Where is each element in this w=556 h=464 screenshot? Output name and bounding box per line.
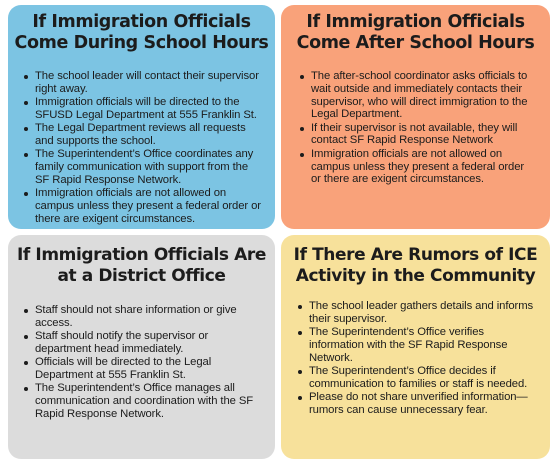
list-item: Officials will be directed to the Legal Department at 555 Franklin St.: [22, 356, 267, 382]
card-title: If Immigration Officials Come During School Hours: [14, 12, 269, 53]
card-title: If There Are Rumors of ICE Activity in the Community: [293, 245, 538, 286]
list-item: The Superintendent’s Office verifies information with the SF Rapid Response Network.: [296, 326, 538, 364]
list-item: Immigration officials will be directed to the SFUSD Legal Department at 555 Franklin St.: [22, 96, 263, 122]
card-title: If Immigration Officials Are at a District Office: [16, 245, 267, 286]
card-district-office: [8, 235, 275, 459]
list-item: The after-school coordinator asks officials to wait outside and immediately contacts their supervisor, who will direct immigration to the Legal Department.: [298, 70, 536, 121]
card-list: [22, 70, 263, 226]
card-during-school-hours: [8, 5, 275, 229]
list-item: The school leader gathers details and informs their supervisor.: [296, 300, 538, 326]
card-after-school-hours: [281, 5, 550, 229]
card-title: If Immigration Officials Come After School Hours: [296, 12, 535, 53]
list-item: The Superintendent’s Office manages all communication and coordination with the SF Rapid Response Network.: [22, 382, 267, 420]
list-item: Please do not share unverified information—rumors can cause unnecessary fear.: [296, 391, 538, 417]
list-item: Immigration officials are not allowed on campus unless they present a federal order or there are exigent circumstances.: [22, 187, 263, 225]
list-item: The Superintendent’s Office coordinates any family communication with support from the SF Rapid Response Network.: [22, 148, 263, 186]
list-item: Staff should notify the supervisor or department head immediately.: [22, 330, 267, 356]
list-item: The Superintendent’s Office decides if communication to families or staff is needed.: [296, 365, 538, 391]
card-list: [298, 70, 536, 186]
card-list: [296, 300, 538, 417]
list-item: The Legal Department reviews all requests and supports the school.: [22, 122, 263, 148]
list-item: Immigration officials are not allowed on campus unless they present a federal order or there are exigent circumstances.: [298, 148, 536, 186]
list-item: Staff should not share information or give access.: [22, 304, 267, 330]
card-ice-rumors: [281, 235, 550, 459]
list-item: If their supervisor is not available, they will contact SF Rapid Response Network: [298, 122, 536, 148]
card-list: [22, 304, 267, 421]
list-item: The school leader will contact their supervisor right away.: [22, 70, 263, 96]
